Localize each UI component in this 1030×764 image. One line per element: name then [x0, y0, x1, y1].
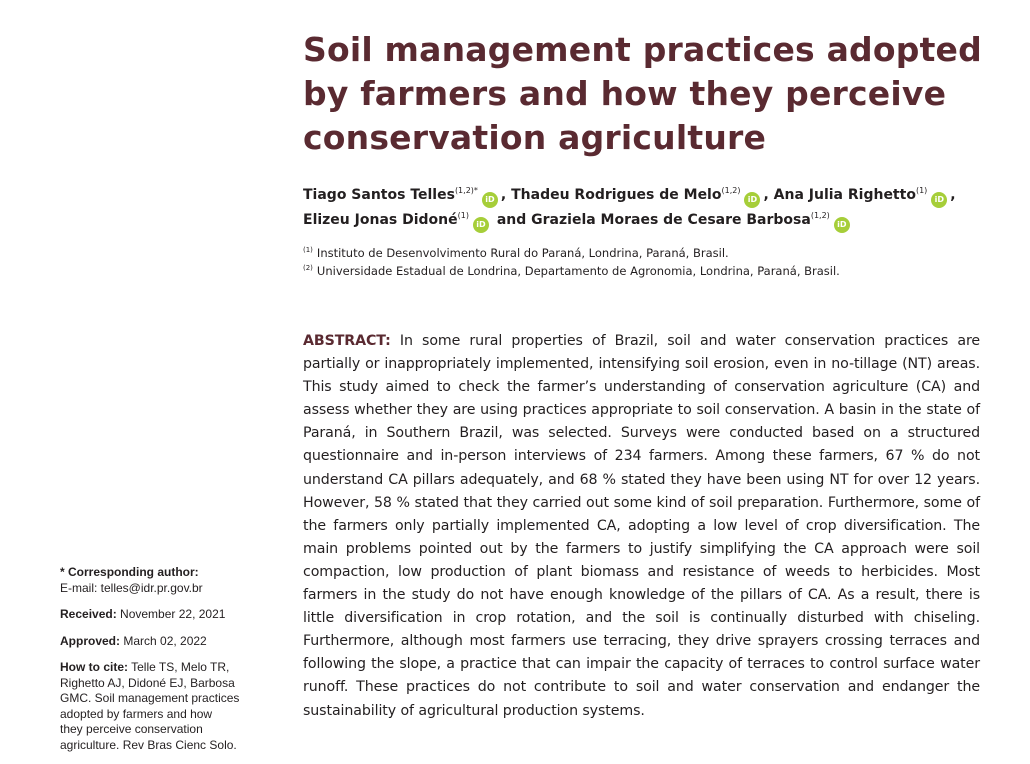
citation-line: Righetto AJ, Didoné EJ, Barbosa: [60, 675, 235, 690]
citation-line: GMC. Soil management practices: [60, 691, 240, 705]
author-name: Thadeu Rodrigues de Melo: [511, 187, 722, 203]
orcid-icon[interactable]: iD: [473, 217, 489, 233]
citation-line: Telle TS, Melo TR,: [131, 660, 230, 674]
affiliation-text: Instituto de Desenvolvimento Rural do Paraná, Londrina, Paraná, Brasil.: [316, 246, 729, 260]
author-affiliation-marker: (1): [457, 211, 469, 220]
orcid-icon[interactable]: iD: [834, 217, 850, 233]
author-name: Ana Julia Righetto: [773, 187, 916, 203]
citation-line: agriculture. Rev Bras Cienc Solo.: [60, 737, 237, 752]
orcid-icon[interactable]: iD: [931, 192, 947, 208]
author-affiliation-marker: (1,2)*: [454, 186, 478, 195]
author-name: Tiago Santos Telles: [303, 187, 455, 203]
how-to-cite-block: [60, 660, 260, 753]
author-affiliation-marker: (1): [915, 186, 928, 195]
received-label: Received:: [60, 607, 117, 621]
affiliation-item: [303, 262, 1003, 280]
citation-line: they perceive conservation: [60, 722, 203, 736]
approved-date: March 02, 2022: [123, 633, 207, 648]
abstract-text: In some rural properties of Brazil, soil and water conservation practices are partially or inappropriately implemented, intensifying soil erosion, even in no-tillage (NT) areas. This study aimed to check the farmer’s understanding of conservation agriculture (CA) and assess whether they are using practices appropriate to soil conservation. A basin in the state of Paraná, in Southern Brazil, was selected. Surveys were conducted based on a structured questionnaire and in-person interviews of 234 farmers. Among these farmers, 67 % do not understand CA pillars adequately, and 68 % stated they have been using NT for over 12 years. However, 58 % stated that they carried out some kind of soil preparation. Furthermore, some of the farmers only partially implemented CA, adopting a low level of crop diversification. The main problems pointed out by the farmers to justify simplifying the CA approach were soil compaction, low production of plant biomass and resistance of weeds to herbicides. Most farmers in the study do not have enough knowledge of the pillars of CA. As a result, there is little diversification in crop rotation, and the soil is continually disturbed with chiseling. Furthermore, although most farmers use terracing, they drive sprayers crossing terraces and following the slope, a practice that can impair the capacity of terraces to control surface water runoff. These practices do not contribute to soil and water conservation and endanger the sustainability of agricultural production systems.: [303, 333, 980, 719]
affiliations: [303, 244, 1003, 280]
abstract: [303, 330, 980, 723]
author-name: Elizeu Jonas Didoné: [303, 212, 458, 228]
affiliation-number: (1): [303, 246, 313, 254]
approved-label: Approved:: [60, 633, 120, 648]
abstract-label: ABSTRACT:: [303, 333, 391, 349]
author-separator: ,: [500, 187, 507, 203]
author-list: [303, 183, 1003, 233]
received-block: [60, 607, 260, 623]
author-separator: ,: [763, 187, 769, 203]
article-title: Soil management practices adopted by farmers and how they perceive conservation agriculture: [303, 30, 982, 157]
article-info-sidebar: [60, 565, 260, 764]
affiliation-item: [303, 244, 1003, 262]
author-name: Graziela Moraes de Cesare Barbosa: [531, 212, 811, 228]
author-affiliation-marker: (1,2): [721, 186, 741, 195]
affiliation-text: Universidade Estadual de Londrina, Departamento de Agronomia, Londrina, Paraná, Brasil.: [316, 264, 840, 278]
approved-block: [60, 634, 260, 650]
corresponding-author-block: [60, 565, 260, 596]
author-separator: and: [496, 212, 527, 228]
corresponding-author-label: * Corresponding author:: [60, 565, 199, 579]
corresponding-author-email[interactable]: E-mail: telles@idr.pr.gov.br: [60, 580, 203, 595]
received-date: November 22, 2021: [120, 607, 226, 621]
author-affiliation-marker: (1,2): [810, 211, 830, 220]
author-separator: ,: [950, 187, 956, 203]
affiliation-number: (2): [303, 264, 313, 272]
orcid-icon[interactable]: iD: [744, 192, 760, 208]
citation-line: adopted by farmers and how: [60, 706, 213, 721]
how-to-cite-label: How to cite:: [60, 660, 128, 674]
orcid-icon[interactable]: iD: [482, 192, 498, 208]
